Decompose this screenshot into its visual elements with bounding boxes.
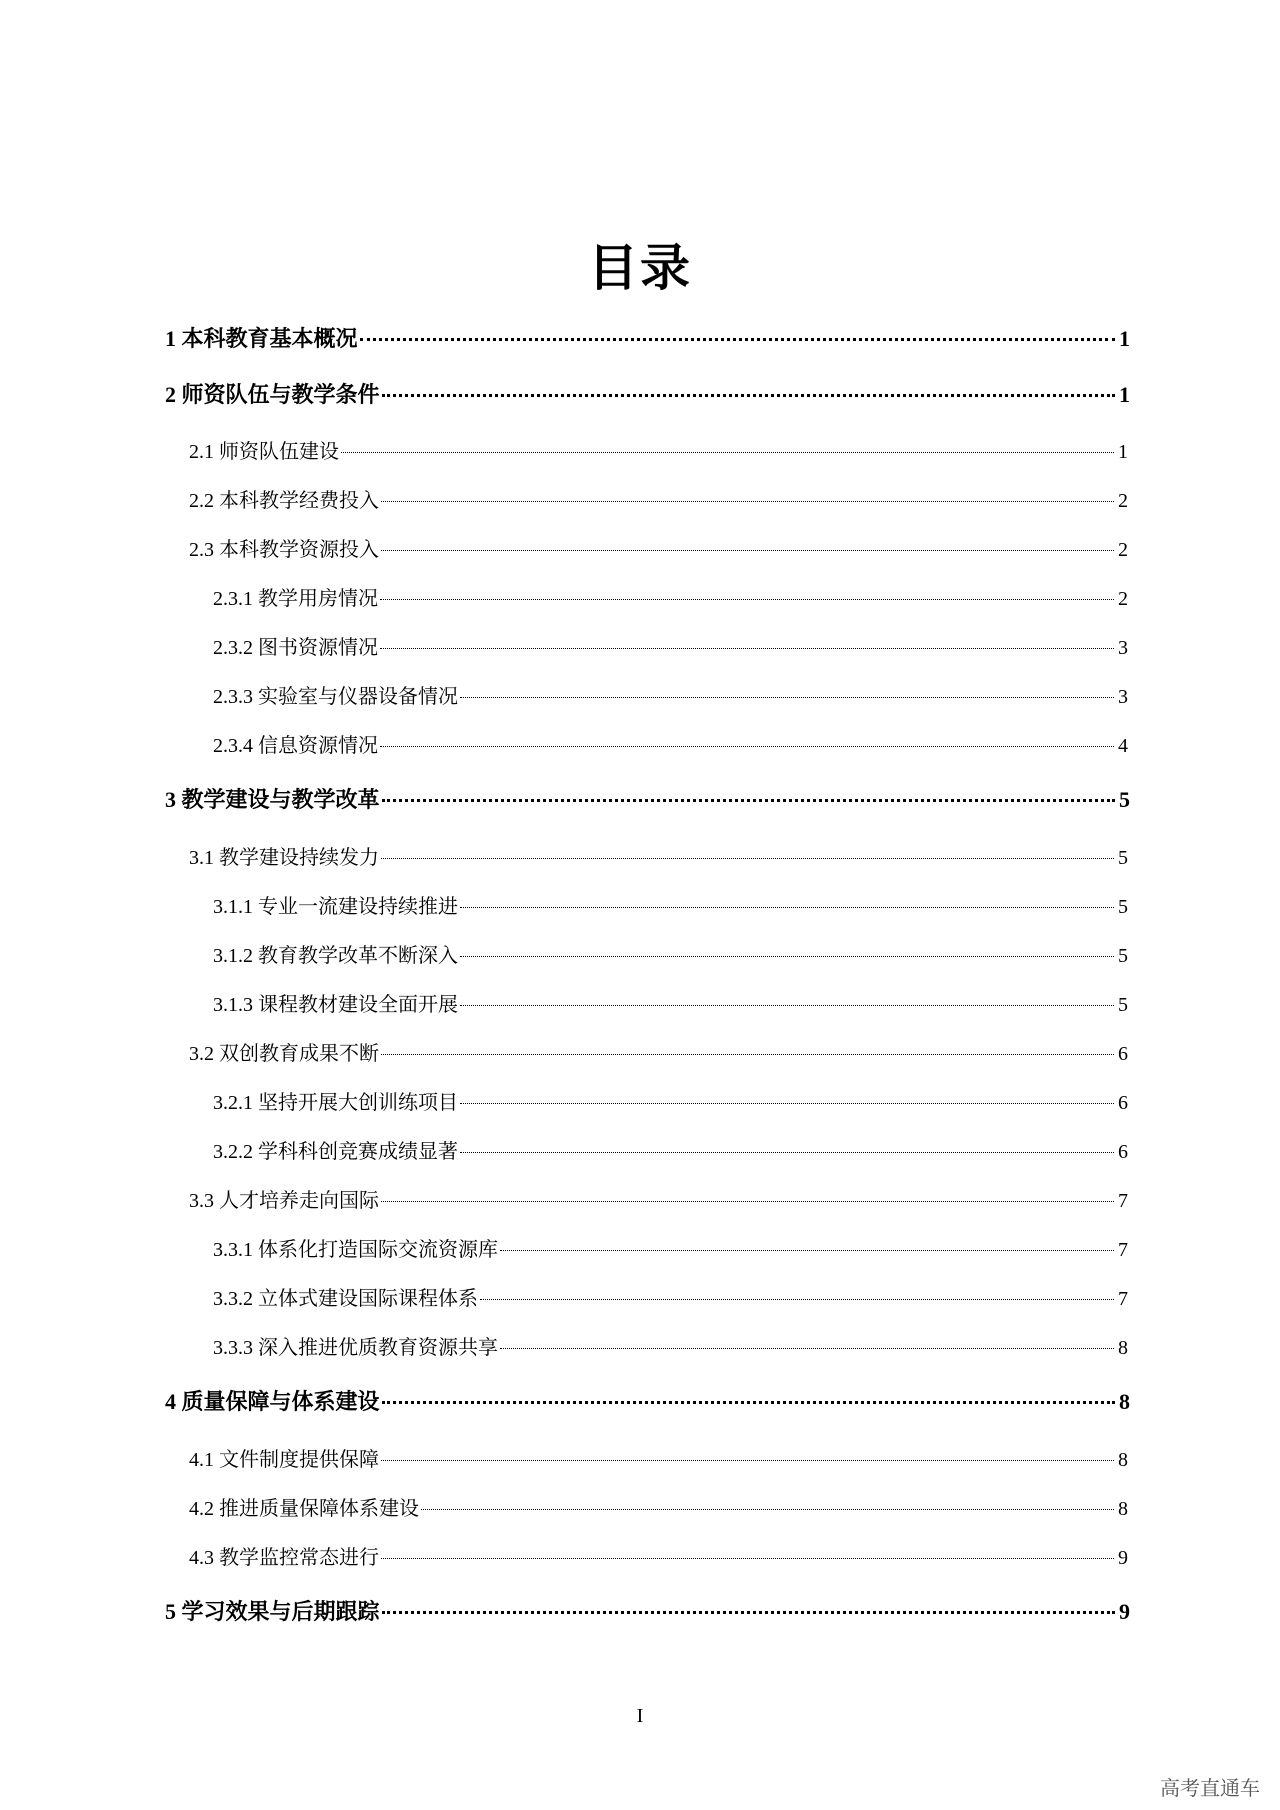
toc-entry-page-number: 6 [1118, 1141, 1128, 1163]
toc-entry-label: 3.3 人才培养走向国际 [189, 1190, 379, 1212]
toc-entry[interactable] [213, 988, 1128, 1017]
toc-entry-label: 2.3.1 教学用房情况 [213, 588, 378, 610]
toc-entry-page-number: 8 [1118, 1449, 1128, 1471]
toc-entry-label: 3.1.2 教育教学改革不断深入 [213, 945, 458, 967]
toc-dot-leader [381, 858, 1114, 859]
toc-entry[interactable] [213, 1331, 1128, 1360]
toc-entry-label: 4 质量保障与体系建设 [165, 1389, 380, 1414]
toc-entry-label: 3.1 教学建设持续发力 [189, 847, 379, 869]
watermark: 高考直通车 [1160, 1776, 1260, 1800]
toc-entry-label: 3.1.1 专业一流建设持续推进 [213, 896, 458, 918]
toc-entry-page-number: 5 [1118, 945, 1128, 967]
toc-entry[interactable] [189, 1541, 1128, 1570]
toc-entry-page-number: 5 [1119, 787, 1130, 812]
toc-dot-leader [380, 599, 1114, 600]
toc-entry[interactable] [213, 680, 1128, 709]
toc-entry-label: 3.2 双创教育成果不断 [189, 1043, 379, 1065]
toc-entry-page-number: 6 [1118, 1043, 1128, 1065]
toc-entry-page-number: 7 [1118, 1288, 1128, 1310]
toc-entry-label: 4.2 推进质量保障体系建设 [189, 1498, 419, 1520]
toc-entry[interactable] [165, 378, 1130, 409]
toc-dot-leader [382, 394, 1115, 397]
toc-entry-page-number: 2 [1118, 490, 1128, 512]
toc-dot-leader [382, 799, 1115, 802]
toc-entry[interactable] [213, 1233, 1128, 1262]
toc-dot-leader [480, 1299, 1114, 1300]
toc-dot-leader [460, 956, 1114, 957]
toc-entry-page-number: 9 [1119, 1599, 1130, 1624]
toc-entry-page-number: 1 [1118, 441, 1128, 463]
toc-dot-leader [381, 1054, 1114, 1055]
toc-entry-label: 2.1 师资队伍建设 [189, 441, 339, 463]
toc-entry-label: 3.3.3 深入推进优质教育资源共享 [213, 1337, 498, 1359]
toc-entry-label: 3.2.2 学科科创竞赛成绩显著 [213, 1141, 458, 1163]
toc-entry-label: 5 学习效果与后期跟踪 [165, 1599, 380, 1624]
toc-entry[interactable] [165, 1595, 1130, 1626]
toc-entry-label: 3.3.2 立体式建设国际课程体系 [213, 1288, 478, 1310]
toc-entry-page-number: 8 [1118, 1337, 1128, 1359]
toc-entry[interactable] [213, 582, 1128, 611]
toc-dot-leader [360, 338, 1115, 341]
toc-entry[interactable] [213, 1086, 1128, 1115]
toc-entry-page-number: 3 [1118, 686, 1128, 708]
toc-entry[interactable] [189, 1037, 1128, 1066]
toc-entry-page-number: 1 [1119, 326, 1130, 351]
toc-dot-leader [381, 1558, 1114, 1559]
toc-entry[interactable] [189, 1184, 1128, 1213]
toc-entry[interactable] [213, 1282, 1128, 1311]
toc-entry-label: 2.3.3 实验室与仪器设备情况 [213, 686, 458, 708]
toc-entry-page-number: 4 [1118, 735, 1128, 757]
toc-entry[interactable] [213, 729, 1128, 758]
toc-dot-leader [500, 1348, 1114, 1349]
toc-entry-label: 4.1 文件制度提供保障 [189, 1449, 379, 1471]
toc-entry-page-number: 9 [1118, 1547, 1128, 1569]
toc-entry-page-number: 1 [1119, 382, 1130, 407]
toc-dot-leader [381, 550, 1114, 551]
toc-entry-page-number: 5 [1118, 994, 1128, 1016]
toc-entry[interactable] [165, 322, 1130, 353]
toc-entry-page-number: 7 [1118, 1239, 1128, 1261]
toc-entry-label: 3.3.1 体系化打造国际交流资源库 [213, 1239, 498, 1261]
toc-entry[interactable] [189, 533, 1128, 562]
toc-dot-leader [380, 746, 1114, 747]
toc-entry-label: 2 师资队伍与教学条件 [165, 382, 380, 407]
toc-dot-leader [382, 1401, 1115, 1404]
toc-entry-label: 3 教学建设与教学改革 [165, 787, 380, 812]
toc-entry-page-number: 8 [1119, 1389, 1130, 1414]
toc-entry-label: 1 本科教育基本概况 [165, 326, 358, 351]
toc-dot-leader [382, 1611, 1115, 1614]
toc-entry-label: 2.3.4 信息资源情况 [213, 735, 378, 757]
toc-entry[interactable] [165, 783, 1130, 814]
toc-entry-label: 2.3.2 图书资源情况 [213, 637, 378, 659]
toc-entry-label: 3.1.3 课程教材建设全面开展 [213, 994, 458, 1016]
toc-entry[interactable] [213, 631, 1128, 660]
toc-dot-leader [460, 907, 1114, 908]
toc-dot-leader [460, 1103, 1114, 1104]
toc-entry-label: 3.2.1 坚持开展大创训练项目 [213, 1092, 458, 1114]
page-title: 目录 [588, 239, 692, 297]
toc-dot-leader [421, 1509, 1114, 1510]
toc-entry[interactable] [189, 841, 1128, 870]
toc-entry-label: 2.2 本科教学经费投入 [189, 490, 379, 512]
toc-entry[interactable] [189, 1492, 1128, 1521]
toc-dot-leader [381, 501, 1114, 502]
toc-entry-label: 4.3 教学监控常态进行 [189, 1547, 379, 1569]
toc-entry-page-number: 5 [1118, 896, 1128, 918]
toc-entry[interactable] [189, 1443, 1128, 1472]
toc-entry-page-number: 7 [1118, 1190, 1128, 1212]
toc-dot-leader [381, 1201, 1114, 1202]
toc-dot-leader [460, 697, 1114, 698]
toc-entry[interactable] [189, 435, 1128, 464]
toc-dot-leader [380, 648, 1114, 649]
toc-entry-page-number: 2 [1118, 539, 1128, 561]
toc-dot-leader [500, 1250, 1114, 1251]
footer-page-number: I [636, 1705, 644, 1727]
toc-dot-leader [460, 1152, 1114, 1153]
toc-dot-leader [460, 1005, 1114, 1006]
toc-entry[interactable] [213, 939, 1128, 968]
toc-entry[interactable] [213, 890, 1128, 919]
toc-entry-page-number: 3 [1118, 637, 1128, 659]
toc-entry-label: 2.3 本科教学资源投入 [189, 539, 379, 561]
toc-entry-page-number: 5 [1118, 847, 1128, 869]
toc-dot-leader [341, 452, 1114, 453]
toc-entry-page-number: 6 [1118, 1092, 1128, 1114]
toc-entry-page-number: 2 [1118, 588, 1128, 610]
toc-entry-page-number: 8 [1118, 1498, 1128, 1520]
toc-entry[interactable] [213, 1135, 1128, 1164]
toc-dot-leader [381, 1460, 1114, 1461]
toc-entry[interactable] [165, 1385, 1130, 1416]
toc-entry[interactable] [189, 484, 1128, 513]
